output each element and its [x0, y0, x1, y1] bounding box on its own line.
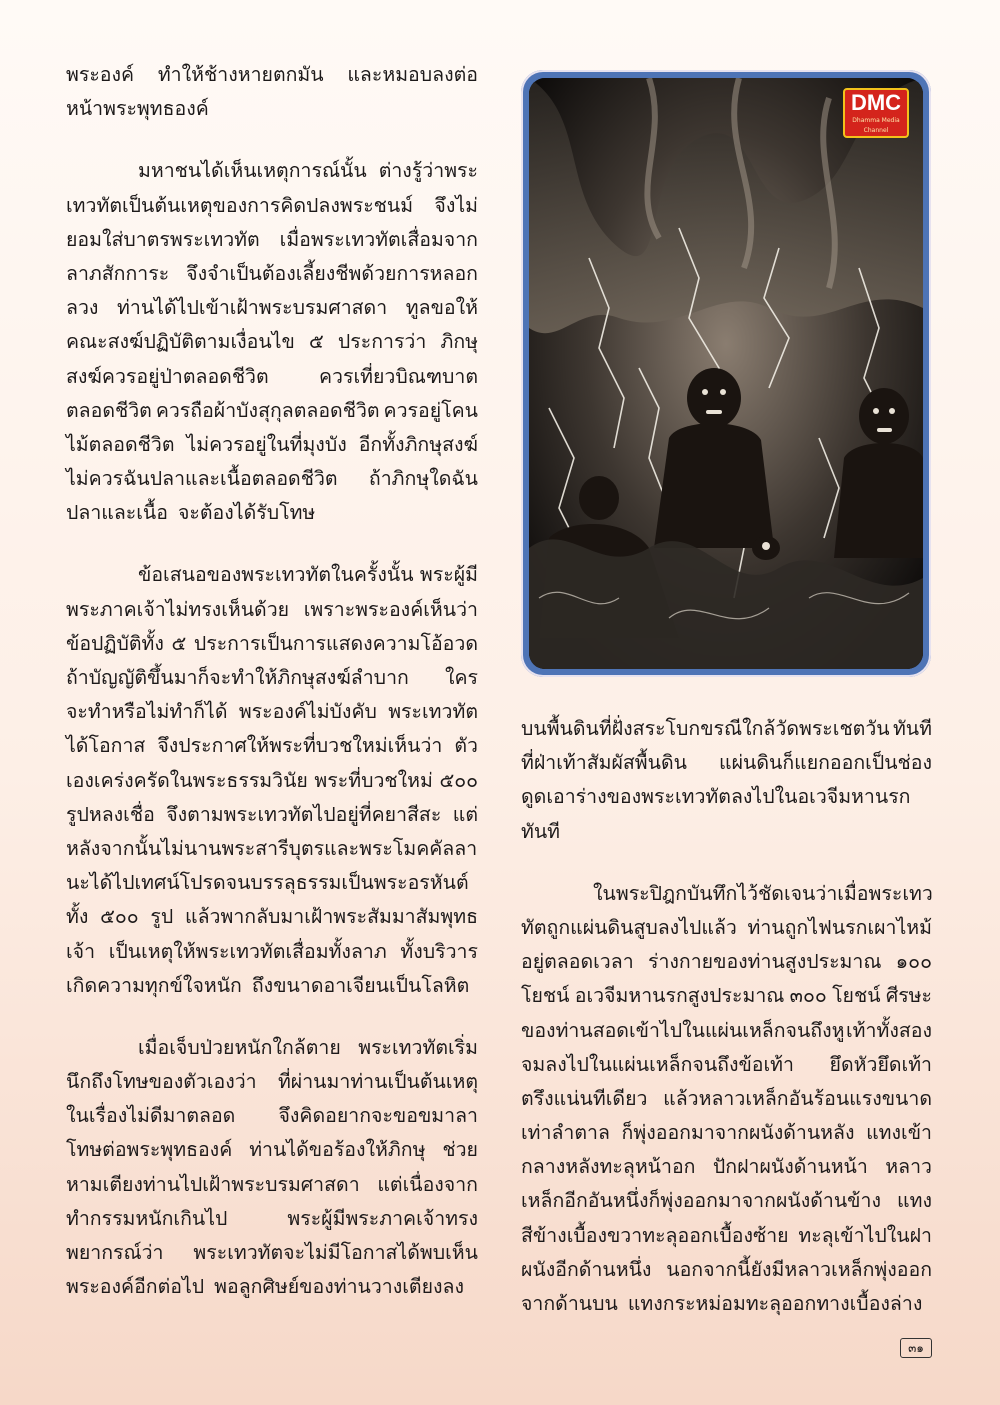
word: อีกทั้งภิกษุสงฆ์ [358, 432, 478, 456]
word: ของท่านสอดเข้าไปในแผ่นเหล็กจนถึงหู [521, 1018, 845, 1042]
paragraph [66, 1031, 478, 1305]
word: เทวทัตเป็นต้นเหตุของการคิดปลงพระชนม์ [66, 193, 414, 217]
text-line [66, 935, 478, 969]
word: พระผู้มี [419, 563, 478, 587]
word: พอลูกศิษย์ของท่านวางเตียงลง [214, 1275, 465, 1299]
word: ประการว่า [337, 330, 427, 354]
text-line [66, 969, 478, 1003]
word: พยากรณ์ว่า [66, 1241, 164, 1264]
word: ศีรษะ [885, 984, 932, 1008]
word: จึงจำเป็นต้องเลี้ยงชีพด้วยการหลอก [186, 261, 478, 285]
word: หน้าพระพุทธองค์ [66, 97, 209, 121]
text-line [66, 627, 478, 661]
word: หลังจากนั้นไม่นานพระสารีบุตรและพระโมคคัลลา [66, 836, 478, 860]
text-line [66, 1099, 478, 1133]
text-line [521, 877, 932, 911]
text-line [521, 746, 932, 780]
paragraph [521, 877, 932, 1321]
text-line [521, 945, 932, 979]
word: อเวจีมหานรกสูงประมาณ [574, 984, 785, 1008]
word: คณะสงฆ์ปฏิบัติตามเงื่อนไข [66, 330, 295, 354]
text-line [66, 798, 478, 832]
word: เจ้า [66, 939, 96, 963]
word: ลวง [66, 296, 99, 320]
word: จึงคิดอยากจะขอขมาลา [278, 1104, 478, 1128]
word: โทษต่อพระพุทธองค์ [66, 1138, 233, 1162]
word: ทั้งบริวาร [400, 939, 478, 963]
word: กลางหลังทะลุหน้าอก [521, 1155, 696, 1179]
text-line [66, 1202, 478, 1236]
word: ท่านได้ขอร้องให้ภิกษุ [249, 1138, 426, 1162]
word: ทัตถูกแผ่นดินสูบลงไปแล้ว [521, 915, 737, 939]
paragraph [521, 712, 932, 849]
text-line [66, 1236, 478, 1270]
word: ทะลุเข้าไปในฝา [798, 1223, 932, 1247]
word: ควรถือผ้าบังสุกุลตลอดชีวิต [155, 398, 380, 422]
word: ท่านได้ไปเข้าเฝ้าพระบรมศาสดา [117, 296, 388, 320]
word: จะต้องได้รับโทษ [177, 501, 316, 525]
word: แต่เนื่องจาก [377, 1172, 478, 1196]
word: ดูดเอาร่างของพระเทวทัตลงไปในอเวจีมหานรก [521, 785, 911, 809]
text-line [521, 1014, 932, 1048]
text-line [521, 1184, 932, 1218]
word: ก็พุ่งออกมาจากผนังด้านหลัง [621, 1121, 855, 1145]
text-line [521, 1048, 932, 1082]
word: จะทำหรือไม่ทำก็ได้ [66, 700, 228, 724]
word: ควรอยู่โคน [383, 398, 478, 422]
word: เป็นเหตุให้พระเทวทัตเสื่อมทั้งลาภ [108, 939, 387, 963]
text-line [66, 729, 478, 763]
text-line [66, 291, 478, 325]
text-line [66, 1031, 478, 1065]
word: เหล็กอีกอันหนึ่งก็พุ่งออกมาจากผนังด้านข้าง [521, 1189, 881, 1213]
word: เมื่อพระเทวทัตเสื่อมจาก [279, 227, 478, 251]
word: มหาชนได้เห็นเหตุการณ์นั้น [138, 159, 367, 183]
word: พระเทวทัตจะไม่มีโอกาสได้พบเห็น [193, 1241, 478, 1264]
hell-illustration-frame [521, 70, 931, 677]
text-line [66, 832, 478, 866]
word: ในพระปิฎกบันทึกไว้ชัดเจนว่า [593, 881, 838, 905]
paragraph [66, 558, 478, 1002]
word: หลาว [885, 1155, 932, 1179]
text-line [66, 1168, 478, 1202]
word: ไม่ควรฉันปลาและเนื้อตลอดชีวิต [66, 467, 338, 491]
text-line [521, 911, 932, 945]
word: โยชน์ [521, 984, 570, 1008]
text-line [66, 900, 478, 934]
text-line [66, 223, 478, 257]
word: พระที่บวชใหม่ [314, 768, 433, 792]
word: ไม้ตลอดชีวิต [66, 432, 175, 456]
word: ยึดหัวยึดเท้า [829, 1052, 932, 1076]
text-line [521, 815, 932, 849]
word: ถึงขนาดอาเจียนเป็นโลหิต [251, 973, 470, 997]
word: ลาภสักการะ [66, 261, 170, 285]
word: ๕ [308, 330, 324, 354]
word: แล้วหลาวเหล็กอันร้อนแรงขนาด [663, 1086, 932, 1110]
word: ในเรื่องไม่ดีมาตลอด [66, 1104, 236, 1128]
word: ๕๐๐ [439, 768, 478, 792]
word: พระผู้มีพระภาคเจ้าทรง [287, 1206, 478, 1230]
word: แทงเข้า [866, 1121, 932, 1145]
word: พระองค์ [66, 63, 135, 86]
word: ๕๐๐ [100, 905, 139, 929]
text-line [66, 866, 478, 900]
text-line [66, 1065, 478, 1099]
word: บนพื้นดินที่ฝั่งสระโบกขรณีใกล้วัดพระเชตวัน [521, 717, 890, 740]
word: พระเทวทัตเริ่ม [358, 1035, 478, 1059]
text-line [66, 325, 478, 359]
word: ทั้ง [66, 905, 89, 929]
word: เพราะพระองค์เห็นว่า [303, 597, 478, 621]
word: แต่ [452, 802, 478, 826]
word: ที่ผ่านมาท่านเป็นต้นเหตุ [277, 1070, 478, 1094]
word: ท่านถูกไฟนรกเผาไหม้ [747, 915, 932, 939]
hell-illustration [529, 78, 923, 669]
text-line [521, 1116, 932, 1150]
word: เมื่อเจ็บป่วยหนักใกล้ตาย [138, 1035, 341, 1059]
word: และหมอบลงต่อ [347, 63, 478, 86]
word: จากด้านบน [521, 1292, 618, 1315]
word: ต่างรู้ว่าพระ [378, 159, 478, 183]
text-line [66, 1133, 478, 1167]
text-line [521, 1150, 932, 1184]
text-line [66, 695, 478, 729]
hell-fire-artwork [529, 78, 923, 669]
text-line [66, 394, 478, 428]
word: ทำให้ช้างหายตกมัน [157, 63, 324, 86]
word: ทูลขอให้ [405, 296, 478, 320]
text-line [66, 496, 478, 530]
word: ประการเป็นการแสดงความโอ้อวด [193, 631, 478, 655]
word: นอกจากนี้ยังมีหลาวเหล็กพุ่งออก [666, 1257, 932, 1281]
word: ทันที [892, 717, 932, 740]
word: ข้อปฏิบัติทั้ง [66, 631, 164, 655]
word: นึกถึงโทษของตัวเองว่า [66, 1070, 257, 1094]
word: แทงกระหม่อมทะลุออกทางเบื้องล่าง [627, 1292, 923, 1315]
word: แผ่นดินก็แยกออกเป็นช่อง [719, 751, 932, 775]
word: ทันที [521, 819, 561, 843]
word: ร่างกายของท่านสูงประมาณ [647, 950, 882, 974]
text-line [521, 712, 932, 746]
text-line [521, 780, 932, 814]
text-line [521, 1253, 932, 1287]
text-line [521, 1082, 932, 1116]
text-line [66, 360, 478, 394]
word: ได้โอกาส [66, 734, 146, 758]
text-line [66, 1270, 478, 1304]
word: จมลงไปในแผ่นเหล็กจนถึงข้อเท้า [521, 1052, 794, 1076]
word: ยอมใส่บาตรพระเทวทัต [66, 227, 260, 251]
word: โยชน์ [832, 984, 881, 1008]
word: ข้อเสนอของพระเทวทัตในครั้งนั้น [138, 563, 414, 587]
word: ปลาและเนื้อ [66, 501, 168, 525]
page-number: ๓๑ [900, 1338, 932, 1358]
text-line [66, 764, 478, 798]
word: เท้าทั้งสอง [846, 1018, 932, 1042]
text-line [521, 1219, 932, 1253]
word: หามเตียงท่านไปเฝ้าพระบรมศาสดา [66, 1172, 360, 1196]
word: เกิดความทุกข์ใจหนัก [66, 973, 242, 997]
right-text-column [521, 712, 932, 1349]
word: สงฆ์ควรอยู่ป่าตลอดชีวิต [66, 364, 269, 388]
word: สีข้างเบื้องขวาทะลุออกเบื้องซ้าย [521, 1223, 789, 1247]
word: ผนังอีกด้านหนึ่ง [521, 1257, 652, 1281]
text-line [66, 58, 478, 92]
word: พระองค์อีกต่อไป [66, 1275, 205, 1299]
text-line [66, 462, 478, 496]
word: เองเคร่งครัดในพระธรรมวินัย [66, 768, 308, 792]
word: ที่ฝ่าเท้าสัมผัสพื้นดิน [521, 751, 687, 775]
word: แทง [897, 1189, 932, 1213]
word: ไม่ควรอยู่ในที่มุงบัง [186, 432, 347, 456]
word: ตลอดชีวิต [66, 398, 152, 422]
word: จึงไม่ [434, 193, 478, 217]
left-text-column [66, 58, 478, 1332]
text-line [66, 189, 478, 223]
word: ควรเที่ยวบิณฑบาต [318, 364, 478, 388]
word: ทำกรรมหนักเกินไป [66, 1206, 228, 1230]
word: รูปหลงเชื่อ [66, 802, 155, 826]
word: จึงตามพระเทวทัตไปอยู่ที่คยาสีสะ [166, 802, 442, 826]
word: แล้วพากลับมาเฝ้าพระสัมมาสัมพุทธ [185, 905, 478, 929]
text-line [66, 428, 478, 462]
word: ใคร [444, 666, 478, 689]
text-line [66, 593, 478, 627]
word: ภิกษุ [440, 330, 478, 354]
text-line [521, 979, 932, 1013]
paragraph [66, 58, 478, 126]
word: ตรึงแน่นทีเดียว [521, 1086, 648, 1110]
word: ๑๐๐ [895, 950, 932, 974]
word: เท่าลำตาล [521, 1121, 610, 1145]
word: เมื่อพระเทว [837, 881, 933, 905]
text-line [66, 92, 478, 126]
word: ๓๐๐ [789, 984, 827, 1008]
text-line [66, 558, 478, 592]
word: พระองค์ไม่บังคับ [238, 700, 377, 724]
word: นะได้ไปเทศน์โปรดจนบรรลุธรรมเป็นพระอรหันต์ [66, 871, 469, 895]
word: รูป [150, 905, 174, 929]
word: ถ้าบัญญัติขึ้นมาก็จะทำให้ภิกษุสงฆ์ลำบาก [66, 666, 409, 689]
paragraph [66, 154, 478, 530]
text-line [66, 154, 478, 188]
word: พระเทวทัต [388, 700, 478, 724]
word: ตัว [454, 734, 478, 758]
word: อยู่ตลอดเวลา [521, 950, 634, 974]
word: พระภาคเจ้าไม่ทรงเห็นด้วย [66, 597, 290, 621]
text-line [521, 1287, 932, 1321]
text-line [66, 661, 478, 695]
word: จึงประกาศให้พระที่บวชใหม่เห็นว่า [157, 734, 443, 758]
word: ปักฝาผนังด้านหน้า [712, 1155, 868, 1179]
dmc-logo: DMC Dhamma Media Channel [843, 88, 909, 138]
word: ถ้าภิกษุใดฉัน [368, 467, 478, 491]
text-line [66, 257, 478, 291]
word: ๕ [171, 631, 187, 655]
word: ช่วย [442, 1138, 478, 1162]
